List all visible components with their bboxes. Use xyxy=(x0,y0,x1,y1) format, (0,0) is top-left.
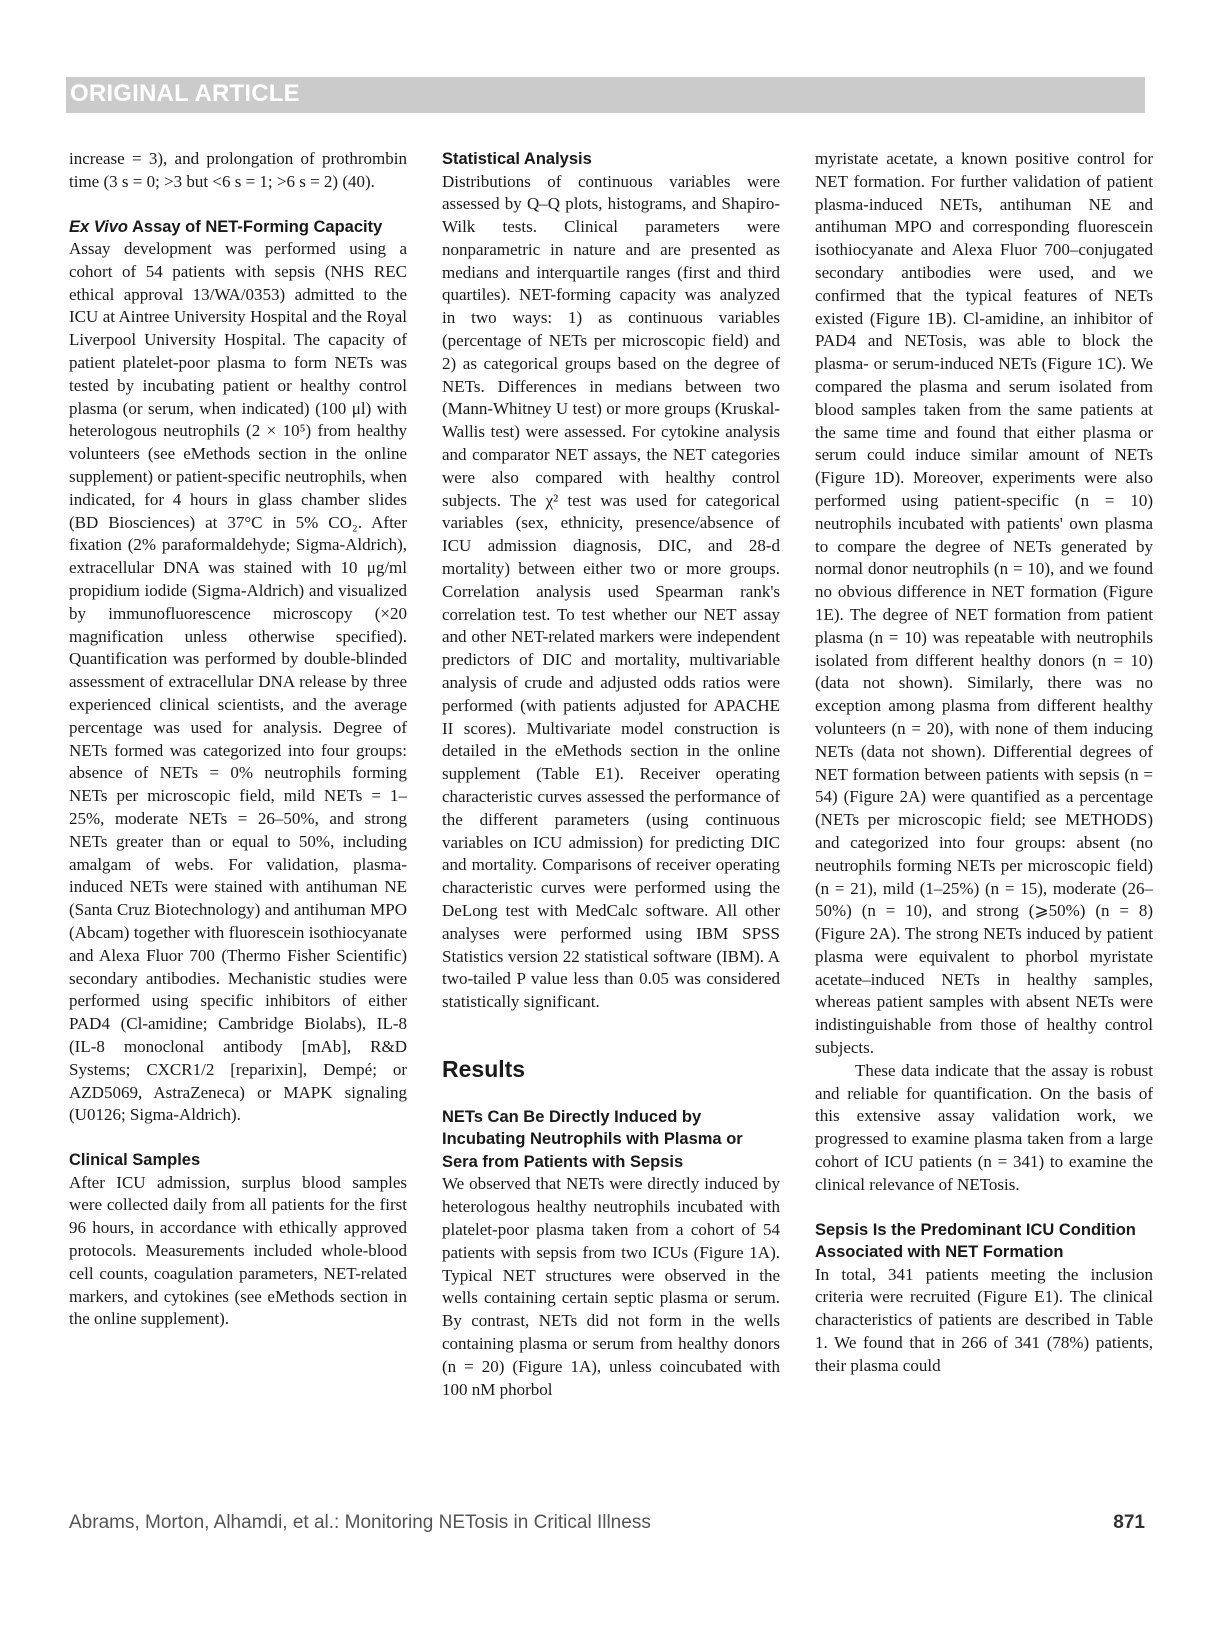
heading-italic-part: Ex Vivo xyxy=(69,217,128,236)
heading-rest: Assay of NET-Forming Capacity xyxy=(128,217,383,236)
paragraph: Distributions of continuous variables were assessed by Q–Q plots, histograms, and Shapiro-Wilk tests. Clinical parameters were nonparametric in nature and are presented as medians and interquartile ranges (first and third quartiles). NET-forming capacity was analyzed in two ways: 1) as continuous variables (percentage of NETs per microscopic field) and 2) as categorical groups based on the degree of NETs. Differences in medians between two (Mann-Whitney U test) or more groups (Kruskal-Wallis test) were assessed. For cytokine analysis and comparator NET assays, the NET categories were also compared with healthy control subjects. The χ² test was used for categorical variables (sex, ethnicity, presence/absence of ICU admission diagnosis, DIC, and 28-d mortality) between either two or more groups. Correlation analysis used Spearman rank's correlation test. To test whether our NET assay and other NET-related markers were independent predictors of DIC and mortality, multivariable analysis of crude and adjusted odds ratios were performed (with patients adjusted for APACHE II scores). Multivariate model construction is detailed in the eMethods section in the online supplement (Table E1). Receiver operating characteristic curves assessed the performance of the different parameters (using continuous variables on ICU admission) for predicting DIC and mortality. Comparisons of receiver operating characteristic curves were performed using the DeLong test with MedCalc software. All other analyses were performed using IBM SPSS Statistics version 22 statistical software (IBM). A two-tailed P value less than 0.05 was considered statistically significant. xyxy=(442,171,780,1012)
paragraph: These data indicate that the assay is robust and reliable for quantification. On the basis of this extensive assay validation work, we progressed to examine plasma taken from a large cohort of ICU patients (n = 341) to examine the clinical relevance of NETosis. xyxy=(815,1060,1153,1194)
paragraph: Assay development was performed using a cohort of 54 patients with sepsis (NHS REC ethical approval 13/WA/0353) admitted to the ICU at Aintree University Hospital and the Royal Liverpool University Hospital. The capacity of patient platelet-poor plasma to form NETs was tested by incubating patient or healthy control plasma (or serum, when indicated) (100 μl) with heterologous neutrophils (2 × 10⁵) from healthy volunteers (see eMethods section in the online supplement) or patient-specific neutrophils, when indicated, for 4 hours in glass chamber slides (BD Biosciences) at 37°C in 5% CO₂. After fixation (2% paraformaldehyde; Sigma-Aldrich), extracellular DNA was stained with 10 μg/ml propidium iodide (Sigma-Aldrich) and visualized by immunofluorescence microscopy (×20 magnification unless otherwise specified). Quantification was performed by double-blinded assessment of extracellular DNA release by three experienced clinical scientists, and the average percentage was used for analysis. Degree of NETs formed was categorized into four groups: absence of NETs = 0% neutrophils forming NETs per microscopic field, mild NETs = 1–25%, moderate NETs = 26–50%, and strong NETs greater than or equal to 50%, including amalgam of webs. For validation, plasma-induced NETs were stained with antihuman NE (Santa Cruz Biotechnology) and antihuman MPO (Abcam) together with fluorescein isothiocyanate and Alexa Fluor 700 (Thermo Fisher Scientific) secondary antibodies. Mechanistic studies were performed using specific inhibitors of either PAD4 (Cl-amidine; Cambridge Biolabs), IL-8 (IL-8 monoclonal antibody [mAb], R&D Systems; CXCR1/2 [reparixin], Dempé; or AZD5069, AstraZeneca) or MAPK signaling (U0126; Sigma-Aldrich). xyxy=(69,239,407,1125)
article-type-label: ORIGINAL ARTICLE xyxy=(70,80,300,107)
paragraph: We observed that NETs were directly induced by heterologous healthy neutrophils incubated with platelet-poor plasma taken from a cohort of 54 patients with sepsis from two ICUs (Figure 1A). Typical NET structures were observed in the wells containing certain septic plasma or serum. By contrast, NETs did not form in the wells containing plasma or serum from healthy donors (n = 20) (Figure 1A), unless coincubated with 100 nM phorbol xyxy=(442,1174,780,1399)
running-footer-authors-title: Abrams, Morton, Alhamdi, et al.: Monitoring NETosis in Critical Illness xyxy=(69,1512,651,1533)
article-type-banner xyxy=(66,77,1145,113)
section-heading-ex-vivo-assay xyxy=(69,216,407,239)
section-heading-statistical-analysis: Statistical Analysis xyxy=(442,150,592,168)
page-number: 871 xyxy=(1113,1512,1145,1533)
paragraph: increase = 3), and prolongation of prothrombin time (3 s = 0; >3 but <6 s = 1; >6 s = 2) (40). xyxy=(69,149,407,191)
section-heading-clinical-samples: Clinical Samples xyxy=(69,1151,201,1170)
paragraph: After ICU admission, surplus blood samples were collected daily from all patients for the first 96 hours, in accordance with ethically approved protocols. Measurements included whole-blood cell counts, coagulation parameters, NET-related markers, and cytokines (see eMethods section in the online supplement). xyxy=(69,1172,407,1329)
paragraph: myristate acetate, a known positive control for NET formation. For further validation of patient plasma-induced NETs, antihuman NE and antihuman MPO and corresponding fluorescein isothiocyanate and Alexa Fluor 700–conjugated secondary antibodies were used, and we confirmed that the typical features of NETs existed (Figure 1B). Cl-amidine, an inhibitor of PAD4 and NETosis, was able to block the plasma- or serum-induced NETs (Figure 1C). We compared the plasma and serum isolated from blood samples taken from the same patients at the same time and found that either plasma or serum could induce similar amount of NETs (Figure 1D). Moreover, experiments were also performed using patient-specific (n = 10) neutrophils incubated with patients' own plasma to compare the degree of NETs generated by normal donor neutrophils (n = 10), and we found no obvious difference in NET formation (Figure 1E). The degree of NET formation from patient plasma (n = 10) was repeatable with neutrophils isolated from different healthy donors (n = 10) (data not shown). Similarly, there was no exception among plasma from different healthy volunteers (n = 20), with none of them inducing NETs (data not shown). Differential degrees of NET formation between patients with sepsis (n = 54) (Figure 2A) were quantified as a percentage (NETs per microscopic field; see METHODS) and categorized into four groups: absent (no neutrophils forming NETs per microscopic field) (n = 21), mild (1–25%) (n = 15), moderate (26–50%) (n = 10), and strong (⩾50%) (n = 8) (Figure 2A). The strong NETs induced by patient plasma were equivalent to phorbol myristate acetate–induced NETs in healthy samples, whereas patient samples with absent NETs were indistinguishable from those of healthy control subjects. xyxy=(815,149,1153,1058)
section-heading-results: Results xyxy=(442,1055,526,1082)
paragraph: In total, 341 patients meeting the inclusion criteria were recruited (Figure E1). The clinical characteristics of patients are described in Table 1. We found that in 266 of 341 (78%) patients, their plasma could xyxy=(815,1264,1153,1375)
text-column-3 xyxy=(815,148,1153,1378)
subsection-heading-sepsis-predominant: Sepsis Is the Predominant ICU Condition Associated with NET Formation xyxy=(815,1220,1136,1262)
subsection-heading-nets-induced: NETs Can Be Directly Induced by Incubating Neutrophils with Plasma or Sera from Patients with Sepsis xyxy=(442,1107,743,1171)
text-column-1 xyxy=(69,148,407,1331)
text-column-2 xyxy=(442,148,780,1401)
